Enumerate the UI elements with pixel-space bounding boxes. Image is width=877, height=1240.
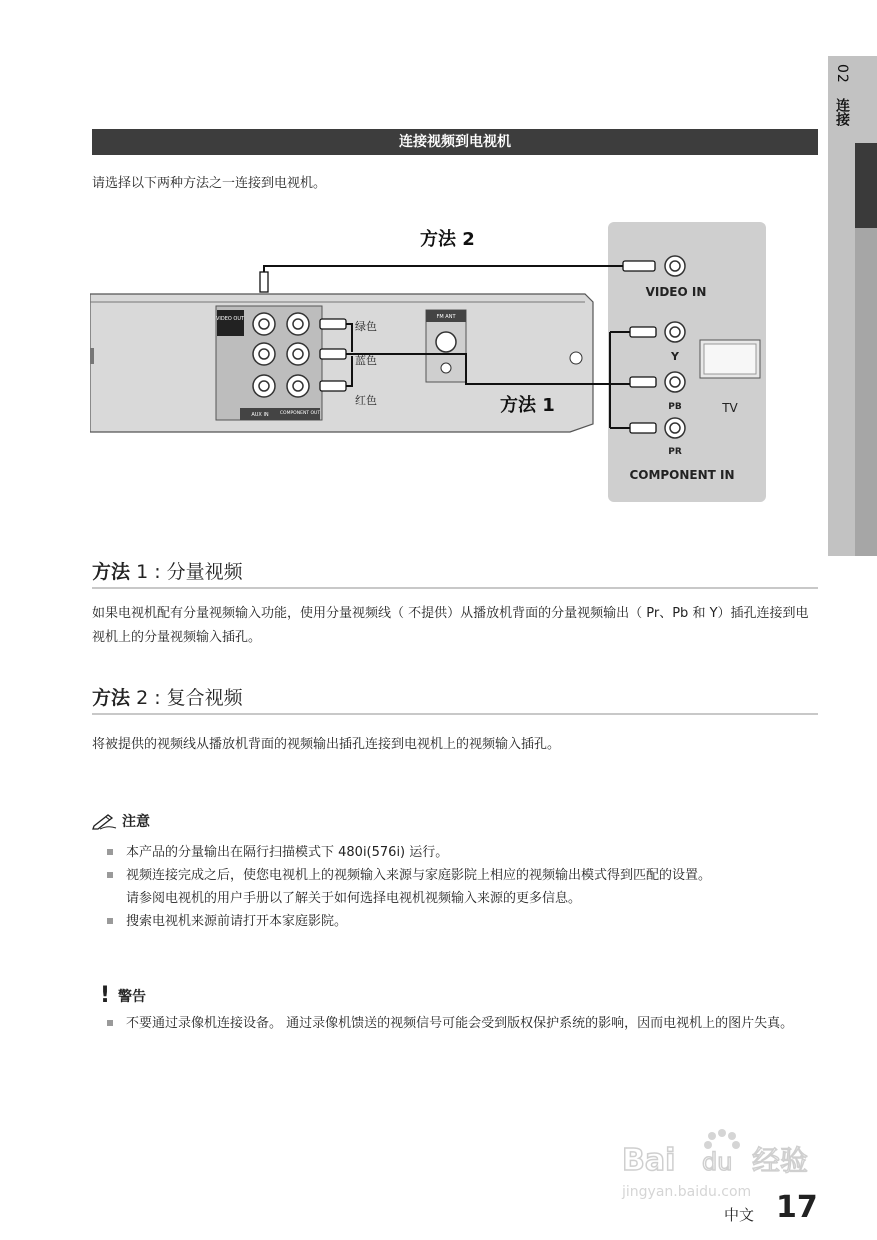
watermark-text: Bai bbox=[622, 1143, 676, 1178]
intro-text: 请选择以下两种方法之一连接到电视机。 bbox=[92, 176, 327, 191]
tv-pr-jack bbox=[665, 418, 685, 438]
comp-pr-jack bbox=[287, 313, 309, 335]
notes-heading bbox=[92, 811, 150, 831]
method2-heading bbox=[92, 683, 818, 715]
section-title: 连接视频到电视机 bbox=[92, 129, 818, 155]
note-item: 本产品的分量输出在隔行扫描模式下 480i(576i) 运行。 bbox=[106, 841, 818, 864]
tv-label: TV bbox=[722, 401, 738, 415]
jack-pr-label: PR bbox=[668, 447, 682, 457]
watermark-jingyan: 经验 bbox=[752, 1144, 809, 1177]
comp-pb-jack bbox=[287, 343, 309, 365]
warning-heading bbox=[100, 983, 146, 1008]
green-label: 绿色 bbox=[355, 320, 377, 333]
screw-icon bbox=[570, 352, 582, 364]
pencil-icon bbox=[92, 812, 118, 830]
aux-r-jack bbox=[253, 375, 275, 397]
tv-pb-jack bbox=[665, 372, 685, 392]
jack-y-label: Y bbox=[671, 350, 679, 363]
video-out-label-bg bbox=[217, 310, 244, 336]
method1-diagram-label: 方法 1 bbox=[500, 395, 555, 416]
notes-list bbox=[106, 841, 818, 933]
video-cable bbox=[264, 266, 624, 290]
notes-heading-text: 注意 bbox=[122, 814, 150, 830]
warning-item: 不要通过录像机连接设备。 通过录像机馈送的视频信号可能会受到版权保护系统的影响，因而电视机上的图片失真。 bbox=[106, 1012, 818, 1035]
exclamation-icon: ! bbox=[100, 983, 111, 1008]
video-out-text: VIDEO OUT bbox=[215, 316, 245, 322]
page-number: 17 bbox=[776, 1190, 818, 1225]
tv-video-in-jack bbox=[665, 256, 685, 276]
side-tab-mid bbox=[855, 228, 877, 556]
tv-y-jack bbox=[665, 322, 685, 342]
side-tab-label bbox=[828, 64, 855, 126]
video-out-jack bbox=[253, 313, 275, 335]
chapter-number: 02 bbox=[834, 64, 850, 84]
watermark-url: jingyan.baidu.com bbox=[622, 1184, 752, 1200]
method2-diagram-label: 方法 2 bbox=[420, 229, 475, 250]
method1-title-rest: 1 : 分量视频 bbox=[136, 561, 243, 583]
chapter-label: 连接 bbox=[834, 98, 850, 127]
method2-title-rest: 2 : 复合视频 bbox=[136, 687, 243, 709]
fm-ant-jack bbox=[436, 332, 456, 352]
note-item: 搜索电视机来源前请打开本家庭影院。 bbox=[106, 910, 818, 933]
component-in-label: COMPONENT IN bbox=[629, 468, 735, 482]
blue-label: 蓝色 bbox=[355, 354, 377, 367]
comp-y-jack bbox=[287, 375, 309, 397]
method2-title-bold: 方法 bbox=[92, 687, 131, 709]
warning-heading-text: 警告 bbox=[118, 988, 147, 1005]
warning-list bbox=[106, 1012, 818, 1035]
method1-title-bold: 方法 bbox=[92, 561, 131, 583]
aux-l-jack bbox=[253, 343, 275, 365]
red-label: 红色 bbox=[355, 394, 377, 407]
method1-heading bbox=[92, 557, 818, 589]
note-continuation: 请参阅电视机的用户手册以了解关于如何选择电视机视频输入来源的更多信息。 bbox=[126, 891, 582, 906]
jack-pb-label: PB bbox=[668, 402, 682, 412]
component-out-label: COMPONENT OUT bbox=[279, 411, 321, 416]
note-item: 视频连接完成之后，使您电视机上的视频输入来源与家庭影院上相应的视频输出模式得到匹配的设置。 bbox=[106, 864, 818, 887]
video-in-label: VIDEO IN bbox=[645, 285, 707, 299]
connection-diagram bbox=[90, 218, 770, 508]
method2-body: 将被提供的视频线从播放机背面的视频输出插孔连接到电视机上的视频输入插孔。 bbox=[92, 737, 561, 752]
fm-ant-label: FM ANT bbox=[436, 314, 456, 320]
aux-in-label: AUX IN bbox=[251, 412, 269, 418]
svg-text:du: du bbox=[702, 1148, 733, 1176]
page-language: 中文 bbox=[724, 1206, 755, 1224]
method1-body: 如果电视机配有分量视频输入功能，使用分量视频线（ 不提供）从播放机背面的分量视频输出（ Pr、Pb 和 Y）插孔连接到电视机上的分量视频输入插孔。 bbox=[92, 606, 809, 645]
side-tab-active bbox=[855, 143, 877, 228]
